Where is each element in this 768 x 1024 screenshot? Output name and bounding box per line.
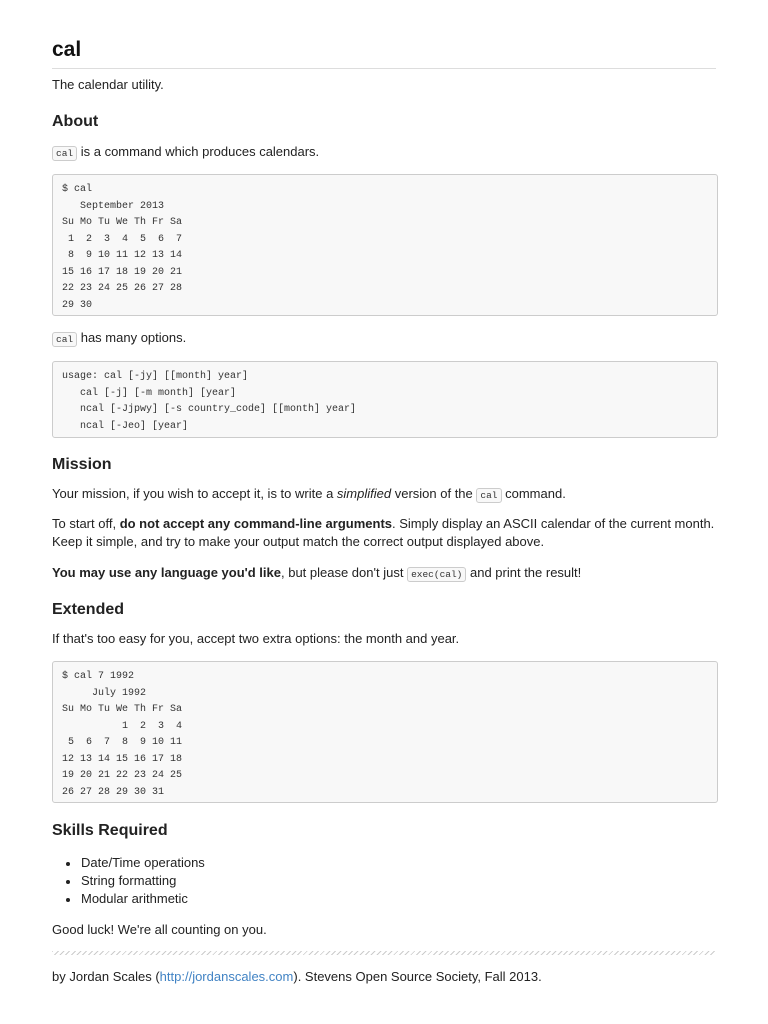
mission-heading: Mission — [52, 456, 112, 473]
strong-text: do not accept any command-line arguments — [119, 516, 393, 531]
inline-code: cal — [52, 332, 77, 347]
mission-text: , but please don't just — [280, 565, 408, 580]
intro-text: The calendar utility. — [52, 77, 164, 92]
extended-heading: Extended — [52, 601, 125, 618]
mission-text: and print the result! — [466, 565, 582, 580]
mission-text: . Simply display an ASCII calendar of the current month. Keep it simple, and try to make your output match the correct output displayed above. — [52, 516, 715, 549]
mission-text: version of the — [391, 486, 477, 501]
skills-heading: Skills Required — [52, 822, 168, 839]
code-block-cal-example[interactable]: $ cal September 2013 Su Mo Tu We Th Fr Sa 1 2 3 4 5 6 7 8 9 10 11 12 13 14 15 16 17 18 19 20 21 22 23 24 25 26 27 28 29 30 — [52, 174, 718, 316]
mission-text: Your mission, if you wish to accept it, is to write a — [52, 486, 337, 501]
page-title: cal — [52, 38, 716, 69]
emphasis-text: simplified — [336, 486, 392, 501]
footer-text — [52, 968, 716, 986]
skills-list — [52, 854, 205, 908]
closing-text: Good luck! We're all counting on you. — [52, 922, 267, 937]
list-item: Date/Time operations — [52, 854, 205, 872]
mission-paragraph-1 — [52, 485, 716, 505]
mission-paragraph-3 — [52, 564, 716, 584]
mission-text: To start off, — [52, 516, 120, 531]
about-heading: About — [52, 113, 99, 130]
mission-text: command. — [501, 486, 566, 501]
inline-code: cal — [52, 146, 77, 161]
horizontal-rule — [52, 951, 716, 955]
code-block-cal-7-1992[interactable]: $ cal 7 1992 July 1992 Su Mo Tu We Th Fr Sa 1 2 3 4 5 6 7 8 9 10 11 12 13 14 15 16 17 18 19 20 21 22 23 24 25 26 27 28 29 30 31 — [52, 661, 718, 803]
code-block-usage[interactable]: usage: cal [-jy] [[month] year] cal [-j] [-m month] [year] ncal [-Jjpwy] [-s country_code] [[month] year] ncal [-Jeo] [year] — [52, 361, 718, 438]
about-paragraph-1 — [52, 143, 716, 163]
inline-code: exec(cal) — [407, 567, 466, 582]
author-website-link[interactable]: http://jordanscales.com — [159, 969, 294, 984]
about-paragraph-2 — [52, 329, 716, 349]
extended-paragraph: If that's too easy for you, accept two extra options: the month and year. — [52, 631, 460, 646]
about-text-2: has many options. — [77, 330, 187, 345]
list-item: Modular arithmetic — [52, 890, 205, 908]
list-item: String formatting — [52, 872, 205, 890]
strong-text: You may use any language you'd like — [52, 565, 281, 580]
inline-code: cal — [476, 488, 501, 503]
footer-suffix: ). Stevens Open Source Society, Fall 2013. — [293, 969, 542, 984]
footer-prefix: by Jordan Scales ( — [52, 969, 160, 984]
about-text-1: is a command which produces calendars. — [77, 144, 320, 159]
mission-paragraph-2 — [52, 515, 716, 551]
